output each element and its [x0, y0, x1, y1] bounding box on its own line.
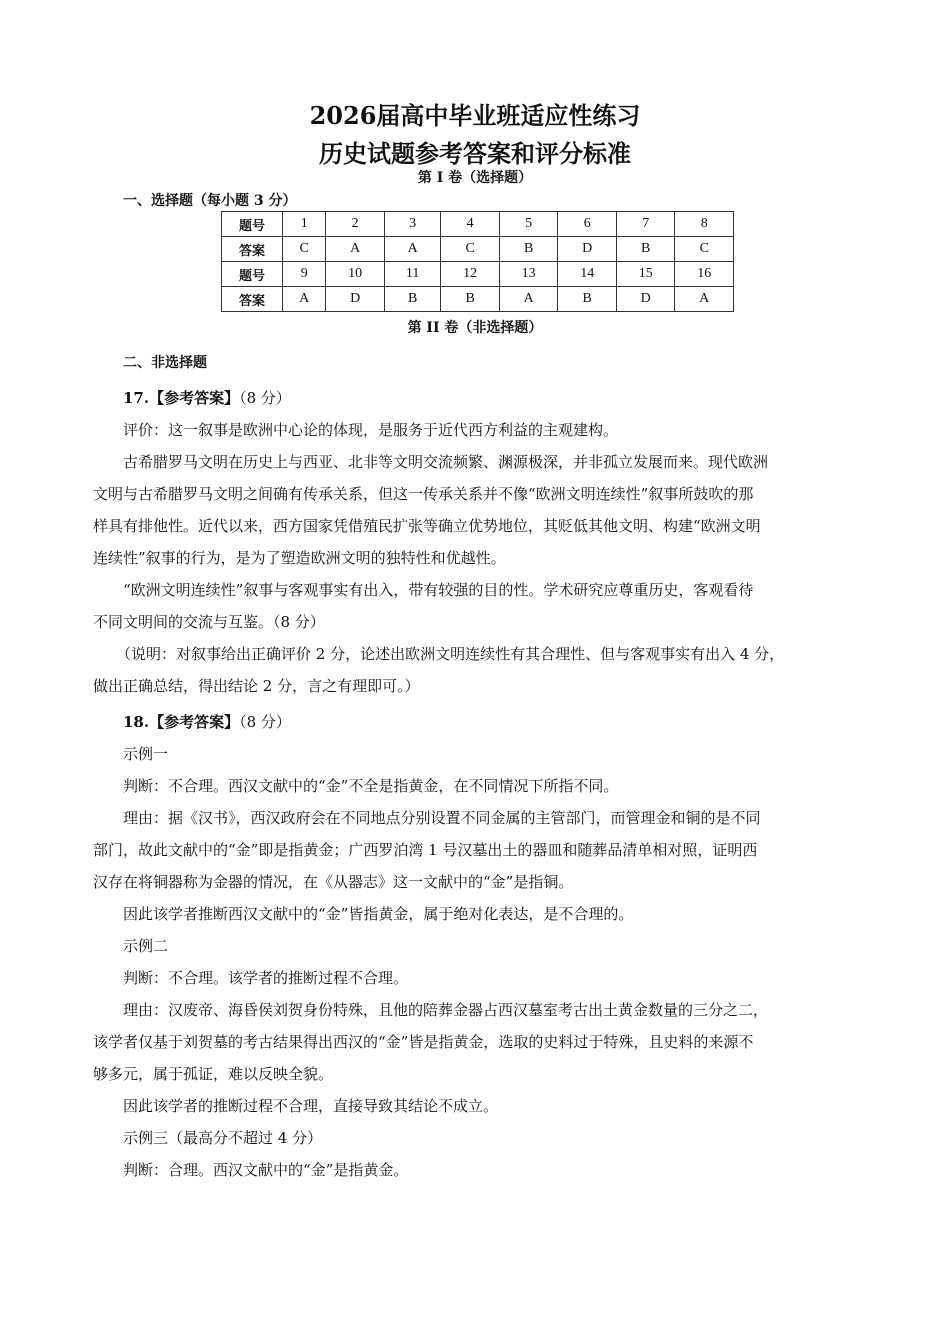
q17-line: 古希腊罗马文明在历史上与西亚、北非等文明交流频繁、渊源极深，并非孤立发展而来。现代欧洲 — [123, 453, 769, 471]
q18-line: 判断：不合理。该学者的推断过程不合理。 — [123, 969, 409, 987]
table-cell: 6 — [558, 212, 617, 237]
answer-table — [221, 211, 734, 312]
q17-line: 不同文明间的交流与互鉴。（8 分） — [93, 613, 325, 631]
q18-heading: 18.【参考答案】 — [123, 713, 240, 731]
table-cell: A — [384, 237, 441, 262]
table-cell: C — [283, 237, 326, 262]
q18-line: 示例三（最高分不超过 4 分） — [123, 1129, 323, 1147]
table-row — [222, 287, 734, 312]
q17-line: 样具有排他性。近代以来，西方国家凭借殖民扩张等确立优势地位，其贬低其他文明、构建“欧洲文明 — [93, 517, 761, 535]
q17-line: 连续性”叙事的行为，是为了塑造欧洲文明的独特性和优越性。 — [93, 549, 506, 567]
q18-line: 汉存在将铜器称为金器的情况，在《从器志》这一文献中的“金”是指铜。 — [93, 873, 574, 891]
q17-line: 评价：这一叙事是欧洲中心论的体现，是服务于近代西方利益的主观建构。 — [123, 421, 619, 439]
row-label: 答案 — [222, 237, 283, 262]
table-row — [222, 212, 734, 237]
table-row — [222, 237, 734, 262]
table-cell: 13 — [499, 262, 558, 287]
table-cell: D — [326, 287, 385, 312]
table-cell: 14 — [558, 262, 617, 287]
row-label: 题号 — [222, 262, 283, 287]
q18-heading-line — [123, 711, 291, 732]
table-cell: A — [499, 287, 558, 312]
table-cell: 7 — [616, 212, 675, 237]
part2-heading: 第 II 卷（非选择题） — [407, 320, 543, 336]
q18-line: 判断：不合理。西汉文献中的“金”不全是指黄金，在不同情况下所指不同。 — [123, 777, 619, 795]
q18-line: 因此该学者推断西汉文献中的“金”皆指黄金，属于绝对化表达，是不合理的。 — [123, 905, 634, 923]
table-cell: 2 — [326, 212, 385, 237]
table-cell: 11 — [384, 262, 441, 287]
table-cell: 10 — [326, 262, 385, 287]
row-label: 答案 — [222, 287, 283, 312]
q18-score: （8 分） — [239, 713, 291, 731]
q18-line: 因此该学者的推断过程不合理，直接导致其结论不成立。 — [123, 1097, 499, 1115]
table-cell: A — [283, 287, 326, 312]
table-cell: B — [499, 237, 558, 262]
q17-score: （8 分） — [239, 389, 291, 407]
doc-title-line2: 历史试题参考答案和评分标准 — [319, 139, 631, 168]
table-cell: 12 — [441, 262, 500, 287]
q17-line: “欧洲文明连续性”叙事与客观事实有出入，带有较强的目的性。学术研究应尊重历史，客观看待 — [123, 581, 754, 599]
table-cell: A — [675, 287, 734, 312]
table-row — [222, 262, 734, 287]
row-label: 题号 — [222, 212, 283, 237]
table-cell: 3 — [384, 212, 441, 237]
q17-note-line: 做出正确总结，得出结论 2 分，言之有理即可。） — [93, 677, 420, 695]
table-cell: 4 — [441, 212, 500, 237]
doc-title-line1: 2026届高中毕业班适应性练习 — [309, 101, 641, 130]
q17-heading: 17.【参考答案】 — [123, 389, 240, 407]
table-cell: D — [558, 237, 617, 262]
table-cell: B — [384, 287, 441, 312]
part1-heading: 第 I 卷（选择题） — [417, 170, 533, 186]
table-cell: 8 — [675, 212, 734, 237]
table-cell: B — [558, 287, 617, 312]
q18-line: 理由：据《汉书》，西汉政府会在不同地点分别设置不同金属的主管部门，而管理金和铜的是不同 — [123, 809, 761, 827]
table-cell: 9 — [283, 262, 326, 287]
q18-line: 该学者仅基于刘贺墓的考古结果得出西汉的“金”皆是指黄金，选取的史料过于特殊，且史料的来源不 — [93, 1033, 754, 1051]
q18-line: 判断：合理。西汉文献中的“金”是指黄金。 — [123, 1161, 409, 1179]
q18-line: 够多元，属于孤证，难以反映全貌。 — [93, 1065, 334, 1083]
table-cell: C — [441, 237, 500, 262]
q17-heading-line — [123, 387, 291, 408]
table-cell: B — [616, 237, 675, 262]
table-cell: A — [326, 237, 385, 262]
table-cell: 15 — [616, 262, 675, 287]
table-cell: C — [675, 237, 734, 262]
q18-line: 示例一 — [123, 745, 169, 763]
table-cell: 1 — [283, 212, 326, 237]
section1-heading: 一、选择题（每小题 3 分） — [123, 193, 297, 209]
q17-note-line: （说明：对叙事给出正确评价 2 分，论述出欧洲文明连续性有其合理性、但与客观事实有出入 4 分， — [116, 645, 785, 663]
q18-line: 示例二 — [123, 937, 169, 955]
table-cell: 5 — [499, 212, 558, 237]
table-cell: D — [616, 287, 675, 312]
q18-line: 理由：汉废帝、海昏侯刘贺身份特殊，且他的陪葬金器占西汉墓室考古出土黄金数量的三分之二， — [123, 1001, 769, 1019]
table-cell: B — [441, 287, 500, 312]
q17-line: 文明与古希腊罗马文明之间确有传承关系，但这一传承关系并不像“欧洲文明连续性”叙事所鼓吹的那 — [93, 485, 754, 503]
section2-heading: 二、非选择题 — [123, 355, 207, 371]
table-cell: 16 — [675, 262, 734, 287]
q18-line: 部门，故此文献中的“金”即是指黄金；广西罗泊湾 1 号汉墓出土的器皿和随葬品清单相对照，证明西 — [93, 841, 758, 859]
